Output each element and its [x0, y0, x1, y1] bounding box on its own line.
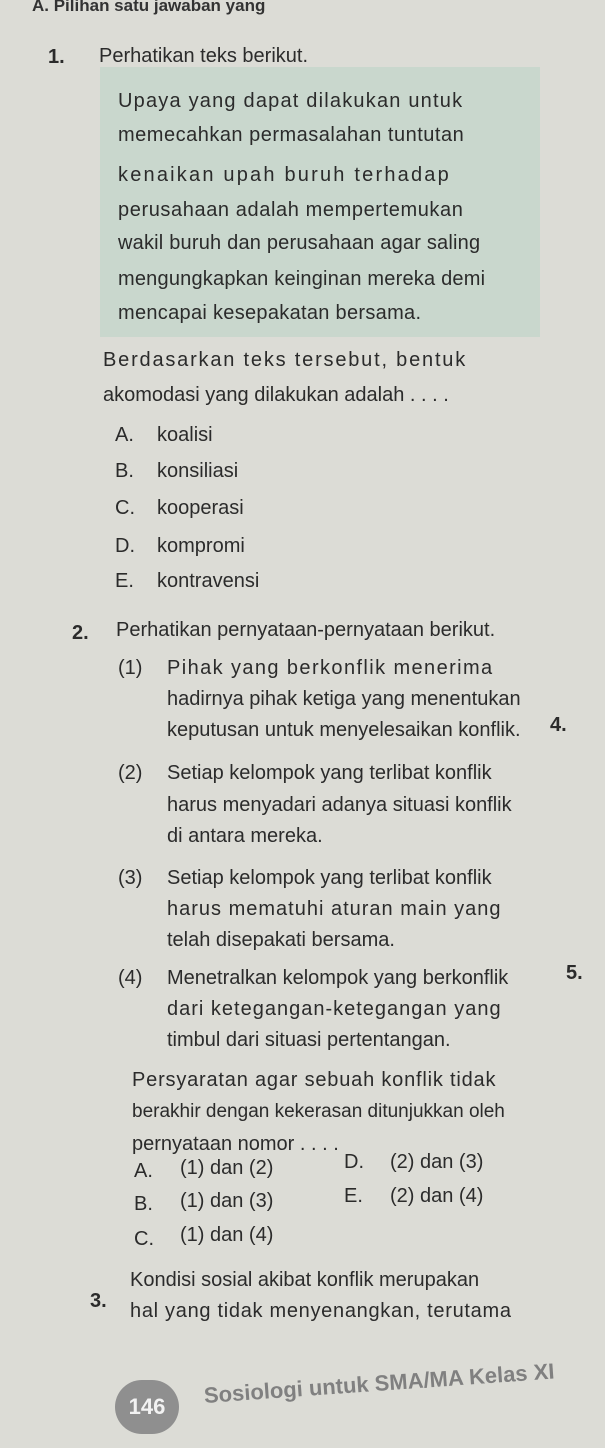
statement-line: di antara mereka.	[167, 825, 323, 847]
statement-line: harus menyadari adanya situasi konflik	[167, 794, 512, 816]
option-text[interactable]: kontravensi	[157, 570, 260, 592]
option-text[interactable]: konsiliasi	[157, 460, 239, 482]
statement-line: hadirnya pihak ketiga yang menentukan	[167, 688, 521, 710]
question-1-number: 1.	[48, 46, 65, 68]
box-line: wakil buruh dan perusahaan agar saling	[118, 232, 481, 254]
box-line: kenaikan upah buruh terhadap	[118, 164, 451, 186]
box-line: memecahkan permasalahan tuntutan	[118, 124, 465, 146]
option-letter: D.	[344, 1151, 364, 1173]
question-2-number: 2.	[72, 622, 89, 644]
statement-line: Pihak yang berkonflik menerima	[167, 657, 494, 679]
option-text[interactable]: (1) dan (4)	[180, 1224, 274, 1246]
option-text[interactable]: kompromi	[157, 535, 245, 557]
option-letter: A.	[134, 1160, 153, 1182]
question-2-text: Persyaratan agar sebuah konflik tidak	[132, 1069, 497, 1091]
question-2-text: pernyataan nomor . . . .	[132, 1133, 339, 1155]
question-3-number: 3.	[90, 1290, 107, 1312]
statement-line: dari ketegangan-ketegangan yang	[167, 998, 502, 1020]
option-letter: B.	[115, 460, 134, 482]
statement-number: (3)	[118, 867, 143, 889]
option-letter: B.	[134, 1193, 153, 1215]
statement-line: timbul dari situasi pertentangan.	[167, 1029, 451, 1051]
option-text[interactable]: (2) dan (3)	[390, 1151, 484, 1173]
statement-line: keputusan untuk menyelesaikan konflik.	[167, 719, 521, 741]
page-number-badge: 146	[115, 1380, 179, 1434]
book-title: Sosiologi untuk SMA/MA Kelas XI	[203, 1358, 556, 1408]
option-text[interactable]: kooperasi	[157, 497, 244, 519]
question-1-text: Berdasarkan teks tersebut, bentuk	[103, 349, 468, 371]
statement-line: Menetralkan kelompok yang berkonflik	[167, 967, 509, 989]
side-number-4: 4.	[550, 714, 567, 736]
side-number-5: 5.	[566, 962, 583, 984]
statement-number: (4)	[118, 967, 143, 989]
box-line: perusahaan adalah mempertemukan	[118, 199, 464, 221]
question-3-line: Kondisi sosial akibat konflik merupakan	[130, 1269, 480, 1291]
option-text[interactable]: (1) dan (3)	[180, 1190, 274, 1212]
option-letter: E.	[344, 1185, 363, 1207]
statement-line: telah disepakati bersama.	[167, 929, 395, 951]
question-2-prompt: Perhatikan pernyataan-pernyataan berikut.	[116, 619, 496, 641]
question-2-text: berakhir dengan kekerasan ditunjukkan oleh	[132, 1101, 505, 1122]
box-line: mencapai kesepakatan bersama.	[118, 302, 422, 324]
statement-number: (2)	[118, 762, 143, 784]
option-letter: E.	[115, 570, 134, 592]
question-1-text: akomodasi yang dilakukan adalah . . . .	[103, 384, 449, 406]
statement-line: Setiap kelompok yang terlibat konflik	[167, 762, 492, 784]
option-letter: D.	[115, 535, 135, 557]
option-letter: A.	[115, 424, 134, 446]
option-letter: C.	[115, 497, 135, 519]
statement-number: (1)	[118, 657, 143, 679]
statement-line: harus mematuhi aturan main yang	[167, 898, 502, 920]
option-letter: C.	[134, 1228, 154, 1250]
question-3-line: hal yang tidak menyenangkan, terutama	[130, 1300, 512, 1322]
option-text[interactable]: (1) dan (2)	[180, 1157, 274, 1179]
statement-line: Setiap kelompok yang terlibat konflik	[167, 867, 492, 889]
section-heading: A. Pilihan satu jawaban yang	[32, 0, 266, 15]
option-text[interactable]: (2) dan (4)	[390, 1185, 484, 1207]
question-1-prompt: Perhatikan teks berikut.	[99, 45, 308, 67]
option-text[interactable]: koalisi	[157, 424, 213, 446]
box-line: mengungkapkan keinginan mereka demi	[118, 268, 486, 290]
box-line: Upaya yang dapat dilakukan untuk	[118, 90, 464, 112]
